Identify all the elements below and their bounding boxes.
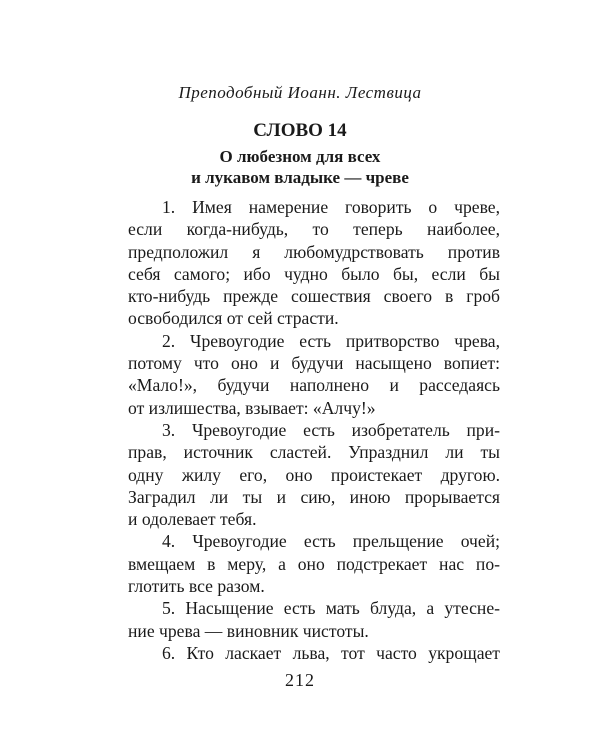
text-line: 4. Чревоугодие есть прельщение очей; [162,531,500,552]
paragraph [128,196,500,330]
chapter-subtitle-line2: и лукавом владыке — чреве [191,168,409,187]
chapter-title: СЛОВО 14 [253,120,347,141]
text-line: одну жилу его, оно проистекает другою. [128,464,500,485]
text-line: и одолевает тебя. [128,509,257,530]
text-line: Заградил ли ты и сию, иною прорывается [128,486,500,507]
paragraph [128,330,500,419]
text-line: 3. Чревоугодие есть изобретатель при- [162,419,500,440]
page-number: 212 [285,670,315,690]
text-line: себя самого; ибо чудно было бы, если бы [128,263,500,284]
text-line: кто-нибудь прежде сошествия своего в гроб [128,286,500,307]
text-line: предположил я любомудрствовать против [128,241,500,262]
paragraph [128,642,500,664]
text-line: ние чрева — виновник чистоты. [128,620,369,641]
text-line: вмещаем в меру, а оно подстрекает нас по- [128,553,500,574]
paragraph [128,597,500,642]
text-line: 6. Кто ласкает льва, тот часто укрощает [162,642,500,663]
text-line: от излишества, взывает: «Алчу!» [128,397,376,418]
text-line: освободился от сей страсти. [128,308,339,329]
text-line: 1. Имея намерение говорить о чреве, [162,197,500,217]
paragraph [128,419,500,530]
text-line: 5. Насыщение есть мать блуда, а утесне- [162,598,500,619]
body-text [128,196,500,664]
text-line: «Мало!», будучи наполнено и расседаясь [128,375,500,396]
text-line: прав, источник сластей. Упразднил ли ты [128,442,500,463]
text-line: 2. Чревоугодие есть притворство чрева, [162,330,500,351]
paragraph [128,530,500,597]
text-line: потому что оно и будучи насыщено вопиет: [128,353,500,374]
chapter-subtitle-line1: О любезном для всех [219,147,381,166]
text-line: если когда-нибудь, то теперь наиболее, [128,219,500,240]
running-head: Преподобный Иоанн. Лествица [178,83,422,102]
text-line: глотить все разом. [128,576,265,597]
